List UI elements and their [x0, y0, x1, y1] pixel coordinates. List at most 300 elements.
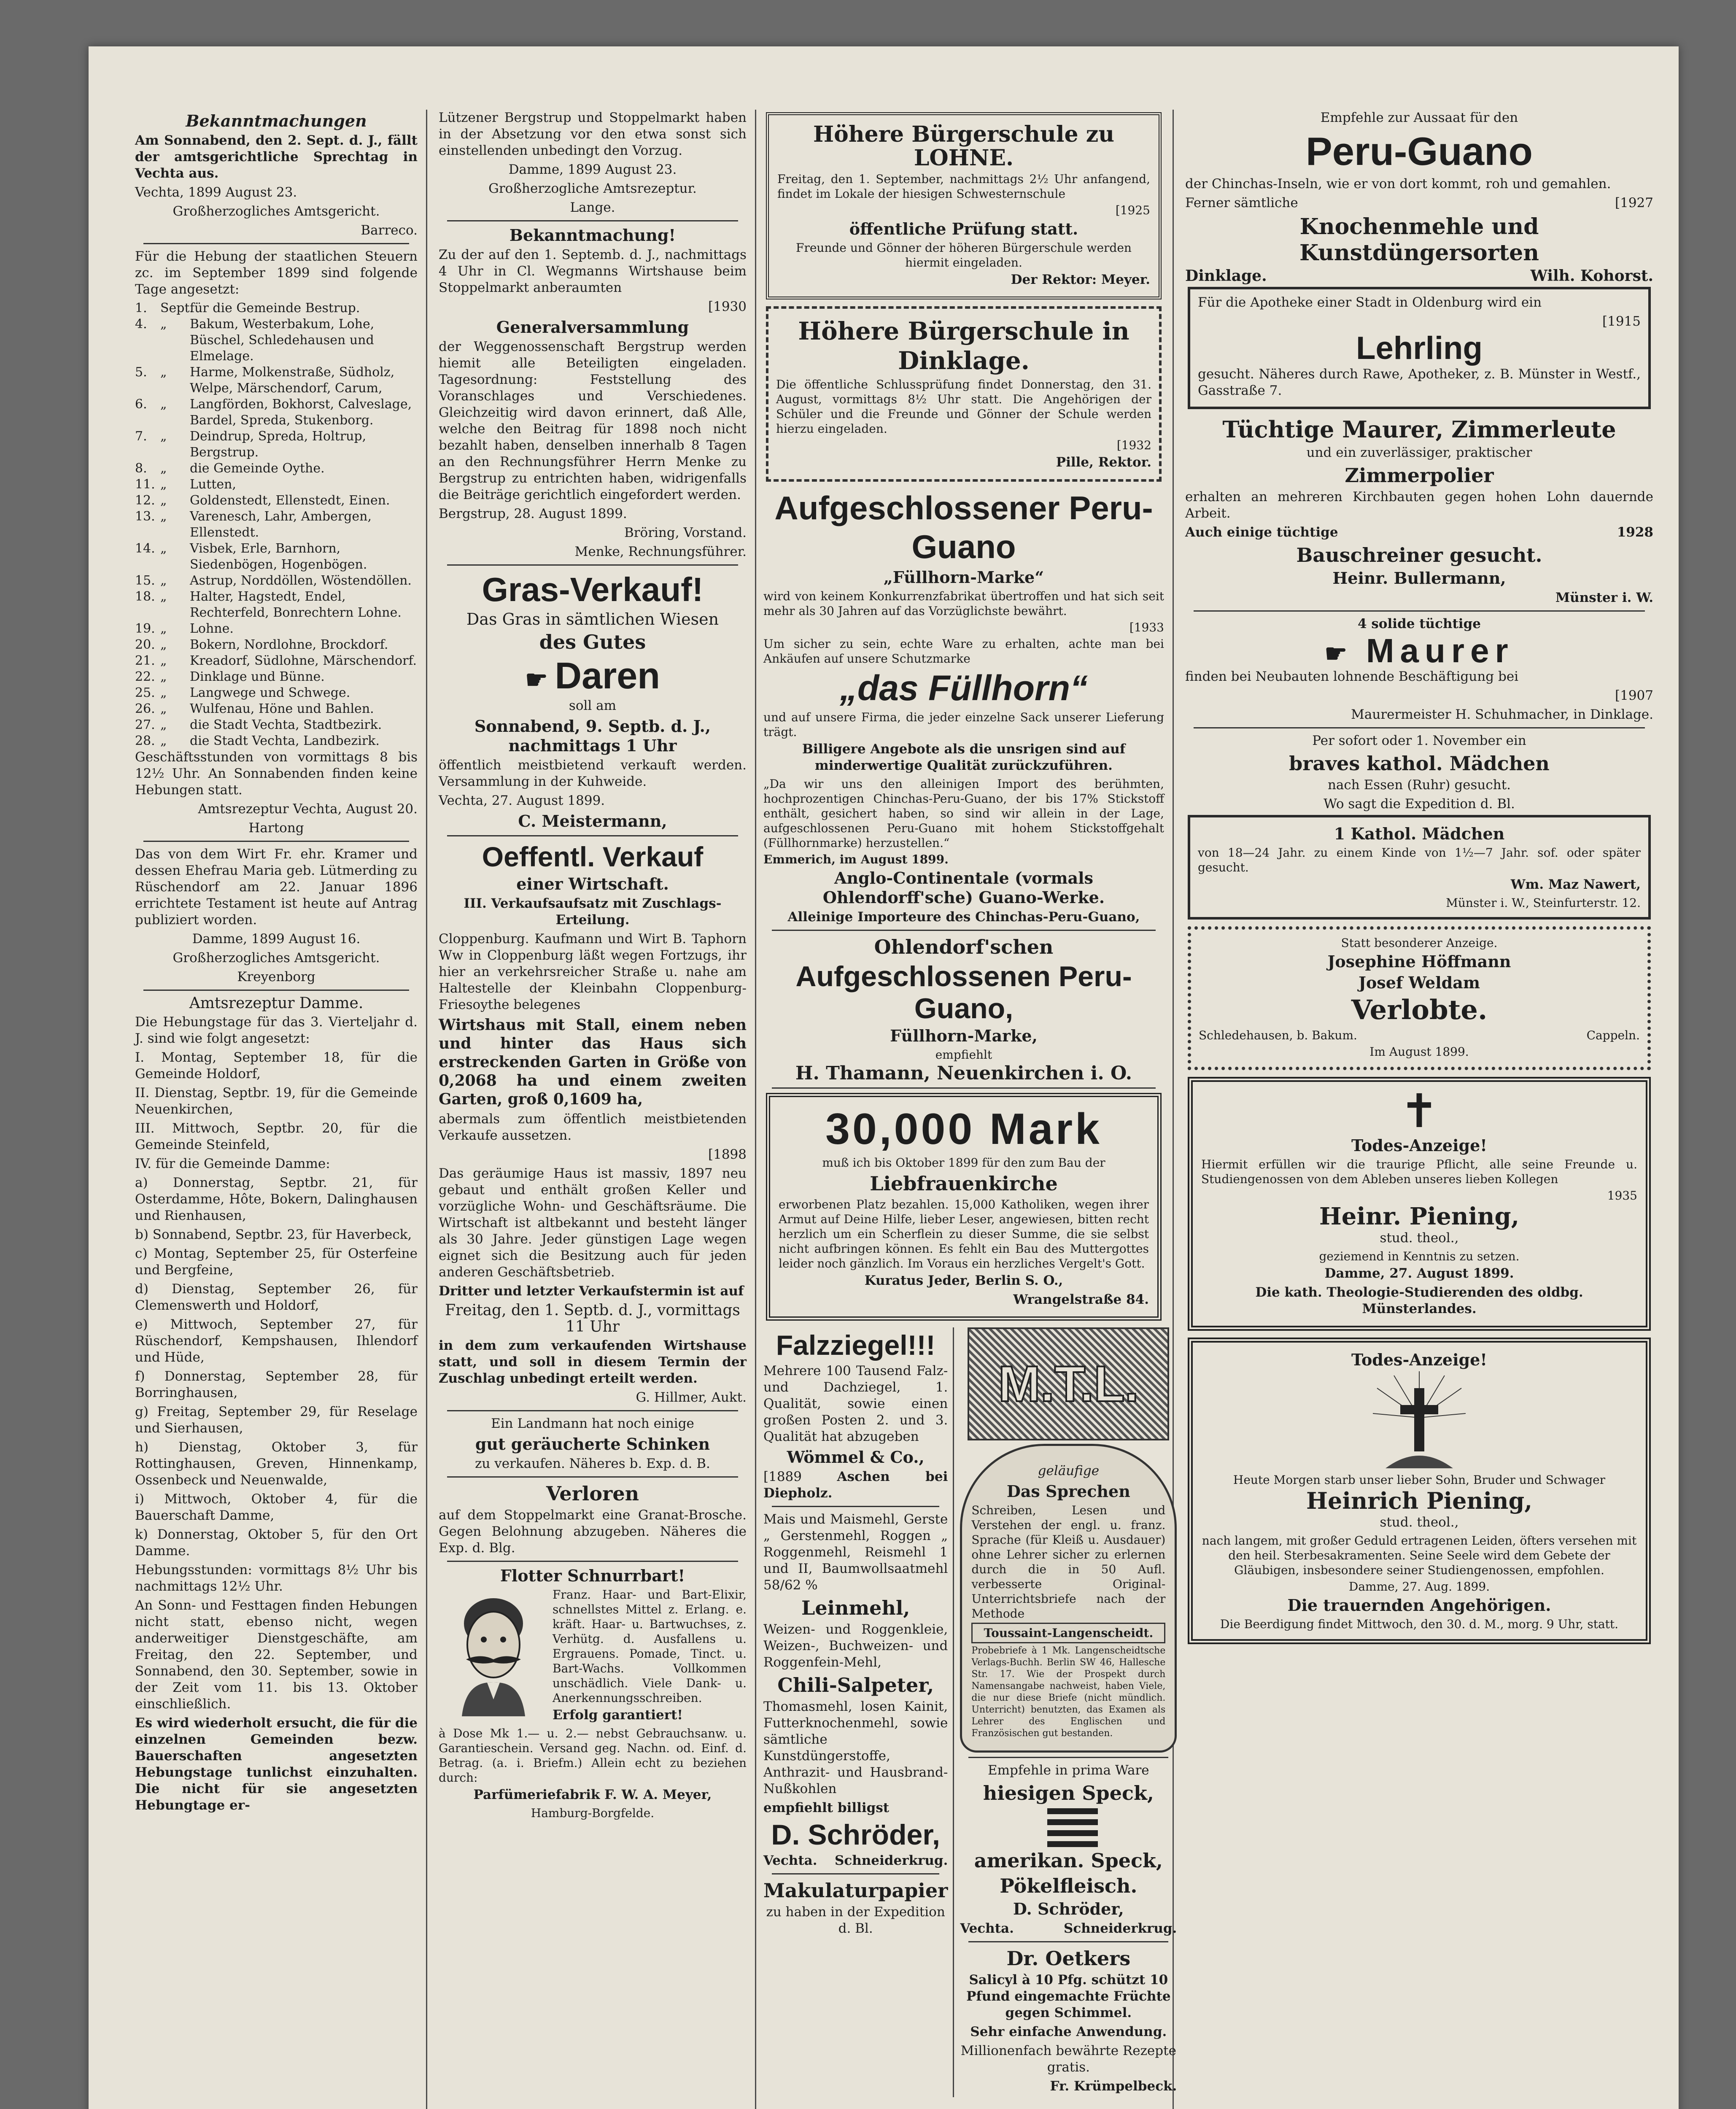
dinklage-ad — [766, 306, 1162, 482]
damme-hours: Hebungsstunden: vormittags 8½ Uhr bis nachmittags 12½ Uhr. — [135, 1562, 418, 1594]
tod-text: Heute Morgen starb unser lieber Sohn, Bruder und Schwager — [1233, 1473, 1606, 1487]
verl-name: Josephine Höffmann — [1327, 952, 1511, 971]
bauschreiner-signature: Heinr. Bullermann, — [1332, 569, 1506, 588]
hebung-place: Kreadorf, Südlohne, Märschendorf. — [190, 653, 417, 668]
tod-sub: stud. theol., — [1380, 1230, 1459, 1246]
lohne-ad — [766, 112, 1162, 299]
divider — [143, 990, 409, 991]
divider — [772, 1873, 939, 1874]
gras-signature: C. Meistermann, — [518, 812, 667, 831]
guano-firm: Anglo-Continentale (vormals Ohlendorff'sche) Guano-Werke. — [822, 868, 1105, 907]
hebung-row — [135, 621, 418, 637]
chili-title: Chili-Salpeter, — [777, 1674, 934, 1696]
makulatur-text: zu haben in der Expedition d. Bl. — [766, 1904, 945, 1936]
speck-signature: D. Schröder, — [1013, 1899, 1124, 1918]
hebung-month: „ — [160, 317, 167, 332]
hebung-month: „ — [160, 621, 167, 636]
divider — [772, 1506, 939, 1507]
mkath-signature: Wm. Maz Nawert, — [1510, 877, 1641, 892]
hebung-place: Goldenstedt, Ellenstedt, Einen. — [190, 493, 390, 508]
notice-text: Lützener Bergstrup und Stoppelmarkt haben in der Absetzung vor den etwa sonst sich einstellenden unbedingt den Vorzug. — [439, 110, 747, 158]
oeff-signature: G. Hillmer, Aukt. — [636, 1390, 747, 1405]
mark-church: Liebfrauenkirche — [870, 1172, 1058, 1195]
dinklage-place: Dinklage. — [1185, 267, 1267, 285]
guano-text: Um sicher zu sein, echte Ware zu erhalten, achte man bei Ankäufen auf unsere Schutzmarke — [763, 637, 1164, 666]
column-rule — [755, 110, 756, 2109]
flotter-text: Franz. Haar- und Bart-Elixir, schnellstes Mittel z. Erlang. e. kräft. Haar- u. Bartwuchses, z. Verhütg. d. Ausfallens u. Ergrauens. Pomade, Tinct. u. Bart-Wachs. Vollkommen unschädlich. Viele Dank- u. Anerkennungsschreiben. — [553, 1588, 747, 1705]
dinklage-signature: Wilh. Kohorst. — [1530, 267, 1653, 285]
apotheke-text: Für die Apotheke einer Stadt in Oldenburg wird ein — [1198, 295, 1542, 310]
bek-text: Zu der auf den 1. Septemb. d. J., nachmittags 4 Uhr in Cl. Wegmanns Wirtshause beim Stoppelmarkt anberaumten — [439, 247, 747, 295]
ohl-title: Ohlendorf'schen — [874, 936, 1054, 958]
column-3 — [763, 110, 1177, 2109]
maurer-text: Auch einige tüchtige — [1185, 525, 1338, 540]
oeff-bold: Dritter und letzter Verkaufstermin ist auf — [439, 1284, 744, 1299]
hebung-day: 8. — [135, 461, 147, 476]
gv-heading: Generalversammlung — [496, 318, 689, 337]
oeff-date: Freitag, den 1. Septb. d. J., vormittags 11 Uhr — [445, 1302, 740, 1335]
hebung-day: 28. — [135, 734, 155, 748]
hebung-month: „ — [160, 637, 167, 652]
column-rule — [426, 110, 427, 2109]
hebung-row — [135, 589, 418, 621]
tod-text: geziemend in Kenntnis zu setzen. — [1319, 1249, 1520, 1263]
flotter-bold: Erfolg garantiert! — [553, 1707, 683, 1723]
hebung-place: Varenesch, Lahr, Ambergen, Ellenstedt. — [190, 509, 372, 540]
ad-number: [1925 — [1115, 203, 1150, 217]
maedchen-intro: Per sofort oder 1. November ein — [1312, 733, 1526, 748]
peru-text: der Chinchas-Inseln, wie er von dort kommt, roh und gemahlen. — [1185, 176, 1611, 191]
oeff-sub: einer Wirtschaft. — [516, 874, 669, 893]
gv-signature: Bröring, Vorstand. — [624, 525, 747, 540]
ad-number: [1927 — [1615, 195, 1653, 210]
oetker-text: Millionenfach bewährte Rezepte gratis. — [960, 2043, 1176, 2075]
hebung-row — [135, 637, 418, 653]
tod-title: Todes-Anzeige! — [1351, 1350, 1487, 1369]
column-4 — [1185, 110, 1653, 2109]
tod-text: Hiermit erfüllen wir die traurige Pflicht, alle seine Freunde u. Studiengenossen von dem Ableben unseres lieben Kollegen — [1201, 1157, 1637, 1186]
dinklage-signature: Pille, Rektor. — [1056, 455, 1151, 470]
bauschreiner-title: Bauschreiner gesucht. — [1296, 544, 1542, 566]
lein-title: Leinmehl, — [801, 1597, 910, 1619]
verloren-text: auf dem Stoppelmarkt eine Granat-Brosche. Gegen Belohnung abzugeben. Näheres die Exp. d. Blg. — [439, 1508, 747, 1556]
speck-place: Vechta. — [960, 1921, 1014, 1936]
schroeder-name: D. Schröder, — [771, 1819, 940, 1851]
oeff-sub2: III. Verkaufsaufsatz mit Zuschlags-Erteilung. — [464, 896, 722, 928]
hebung-place: Deindrup, Spreda, Holtrup, Bergstrup. — [190, 429, 367, 460]
gras-soll: soll am — [569, 698, 617, 713]
flotter-heading: Flotter Schnurrbart! — [500, 1566, 685, 1585]
cross-sunburst-icon — [1369, 1371, 1470, 1473]
ad-number: 1928 — [1617, 525, 1653, 540]
hebung-day: 14. — [135, 541, 155, 556]
hebung-place: Visbek, Erle, Barnhorn, Siedenbögen, Hogenbögen. — [190, 541, 367, 572]
knochen-title: Knochenmehle und Kunstdüngersorten — [1299, 214, 1539, 266]
flotter-text: à Dose Mk 1.— u. 2.— nebst Gebrauchsanw. u. Garantieschein. Versand geg. Nachn. od. Einf. d. Betrag. (a. i. Briefm.) Allein echt zu beziehen durch: — [439, 1726, 747, 1785]
notice-signature: Großherzogliche Amtsrezeptur. — [488, 181, 697, 196]
divider — [447, 564, 738, 566]
maurer2-title — [1185, 632, 1653, 669]
speck-label: hiesigen Speck, — [983, 1782, 1154, 1804]
gv-date: Bergstrup, 28. August 1899. — [439, 506, 627, 521]
todesanzeige-2 — [1188, 1338, 1651, 1644]
divider — [968, 1941, 1168, 1942]
hebung-place: die Gemeinde Oythe. — [190, 461, 325, 476]
falz-firm: Wömmel & Co., — [787, 1448, 925, 1467]
lower-ads — [763, 1327, 1177, 2097]
newspaper-page — [89, 46, 1679, 2109]
stripes-decoration — [1047, 1805, 1098, 1847]
oetker-bold: Sehr einfache Anwendung. — [970, 2024, 1167, 2039]
todesanzeige-1 — [1188, 1077, 1651, 1331]
ohl-signature: H. Thamann, Neuenkirchen i. O. — [795, 1063, 1132, 1084]
mtl-ad — [960, 1444, 1177, 1753]
hebung-month: „ — [160, 477, 167, 492]
damme-row: II. Dienstag, Septbr. 19, für die Gemeinde Neuenkirchen, — [135, 1085, 418, 1117]
mark-address: Wrangelstraße 84. — [1013, 1292, 1149, 1307]
divider — [447, 1561, 738, 1562]
divider — [1194, 610, 1645, 612]
hebung-row — [135, 300, 418, 316]
schroeder-place: Vechta. — [763, 1853, 817, 1868]
gv-signature: Menke, Rechnungsführer. — [574, 544, 747, 559]
hebung-row — [135, 364, 418, 396]
maurer-text: und ein zuverlässiger, praktischer — [1306, 445, 1532, 460]
maurer-title: Tüchtige Maurer, Zimmerleute — [1222, 416, 1616, 443]
hebung-hours: Geschäftsstunden von vormittags 8 bis 12½ Uhr. An Sonnabenden finden keine Hebungen statt. — [135, 750, 418, 798]
flotter-signature: Parfümeriefabrik F. W. A. Meyer, — [473, 1787, 712, 1802]
lohne-text: Freitag, den 1. September, nachmittags 2½ Uhr anfangend, findet im Lokale der hiesigen Schwesternschule — [777, 172, 1150, 201]
damme-row: III. Mittwoch, Septbr. 20, für die Gemeinde Steinfeld, — [135, 1121, 418, 1152]
cross-icon: ✝ — [1399, 1084, 1439, 1138]
guano-firm2: Alleinige Importeure des Chinchas-Peru-Guano, — [787, 909, 1140, 925]
guano-text: und auf unsere Firma, die jeder einzelne Sack unserer Lieferung trägt. — [763, 710, 1164, 739]
gras-text: Das Gras in sämtlichen Wiesen — [466, 610, 719, 628]
damme-row: b) Sonnabend, Septbr. 23, für Haverbeck, — [135, 1227, 412, 1242]
divider — [1194, 727, 1645, 728]
hebung-day: 19. — [135, 621, 155, 636]
hebung-row — [135, 429, 418, 461]
notice-signature: Lange. — [570, 200, 615, 215]
testament-date: Damme, 1899 August 16. — [192, 931, 361, 947]
maedchen-text: nach Essen (Ruhr) gesucht. — [1327, 777, 1511, 793]
tod-text: Die Beerdigung findet Mittwoch, den 30. d. M., morg. 9 Uhr, statt. — [1220, 1617, 1619, 1631]
hebung-row — [135, 701, 418, 717]
maurer-line — [1185, 524, 1653, 541]
verl-name: Josef Weldam — [1358, 973, 1480, 992]
hebung-place: die Stadt Vechta, Landbezirk. — [190, 734, 380, 748]
maedchen-title: braves kathol. Mädchen — [1289, 752, 1550, 775]
tod-signature: Die kath. Theologie-Studierenden des oldbg. Münsterlandes. — [1255, 1285, 1583, 1316]
oetker-text: Salicyl à 10 Pfg. schützt 10 Pfund eingemachte Früchte gegen Schimmel. — [966, 1972, 1171, 2020]
verl-title: Verlobte. — [1351, 994, 1488, 1026]
ad-number: [1933 — [1129, 620, 1164, 634]
damme-row: h) Dienstag, Oktober 3, für Rottinghausen, Greven, Hinnenkamp, Ossenbeck und Neuenwalde, — [135, 1440, 418, 1488]
hebung-row — [135, 461, 418, 477]
oeff-text: Cloppenburg. Kaufmann und Wirt B. Taphorn Ww in Cloppenburg läßt wegen Fortzugs, ihr hier an verkehrsreicher Straße u. nahe am Haltestelle der Kleinbahn Cloppenburg-Friesoythe belegenes — [439, 931, 747, 1012]
tod-name: Heinrich Piening, — [1306, 1487, 1533, 1514]
ad-number: [1907 — [1615, 688, 1653, 703]
hebung-row — [135, 717, 418, 733]
ohl-title2: Aufgeschlossenen Peru-Guano, — [795, 960, 1132, 1025]
gras-date: Sonnabend, 9. Septb. d. J., nachmittags 1 Uhr — [474, 717, 711, 755]
hebung-day: 13. — [135, 509, 155, 524]
hebung-month: „ — [160, 541, 167, 556]
hebung-place: Bokern, Nordlohne, Brockdorf. — [190, 637, 388, 652]
hebung-day: 22. — [135, 669, 155, 684]
damme-row: i) Mittwoch, Oktober 4, für die Bauerschaft Damme, — [135, 1491, 418, 1523]
divider — [447, 835, 738, 836]
maurer-text: erhalten an mehreren Kirchbauten gegen hohen Lohn dauernde Arbeit. — [1185, 489, 1653, 521]
speck-line — [960, 1920, 1177, 1937]
ad-number: 1935 — [1607, 1189, 1637, 1203]
hebung-place: Wulfenau, Höne und Bahlen. — [190, 701, 374, 716]
hebung-row — [135, 573, 418, 589]
divider — [772, 930, 1156, 931]
hebung-place: Bakum, Westerbakum, Lohe, Büschel, Schledehausen und Elmelage. — [190, 317, 375, 364]
hebung-month: „ — [160, 573, 167, 588]
hebung-day: 1. — [135, 301, 147, 316]
ad-number: [1898 — [708, 1147, 747, 1162]
mtl-text: Schreiben, Lesen und Verstehen der engl. u. franz. Sprache (für Kleiß u. Ausdauer) ohne Lehrer sicher zu erlernen durch die in 50 Aufl. verbesserte Original-Unterrichtsbriefe nach der Methode — [971, 1503, 1166, 1621]
polier-title: Zimmerpolier — [1345, 464, 1494, 487]
divider — [143, 243, 409, 244]
kirche-ad — [766, 1093, 1162, 1321]
ohl-sub: Füllhorn-Marke, — [890, 1026, 1038, 1045]
hebung-month: „ — [160, 701, 167, 716]
notice-signature: Großherzogliches Amtsgericht. — [173, 204, 380, 219]
notice-date: Damme, 1899 August 23. — [508, 162, 677, 177]
hebung-row — [135, 733, 418, 749]
damme-row: g) Freitag, September 29, für Reselage und Sierhausen, — [135, 1404, 418, 1436]
hebung-month: „ — [160, 493, 167, 508]
dinklage-title: Höhere Bürgerschule in Dinklage. — [798, 317, 1129, 375]
mark-title: 30,000 Mark — [825, 1105, 1102, 1154]
oeff-bold: Wirtshaus mit Stall, einem neben und hinter das Haus sich erstreckenden Garten in Größe von 0,2068 ha und einem zweiten Garten, groß 0,1609 ha, — [439, 1016, 747, 1108]
verlobung-ad — [1188, 926, 1651, 1070]
divider — [968, 1757, 1168, 1758]
verl-date: Im August 1899. — [1369, 1045, 1469, 1059]
damme-heading: Amtsrezeptur Damme. — [189, 995, 364, 1012]
hebung-list — [135, 300, 418, 749]
hebung-day: 4. — [135, 317, 147, 332]
bek-heading: Bekanntmachung! — [509, 226, 676, 245]
hebung-place: Lohne. — [190, 621, 234, 636]
tod-sub: stud. theol., — [1380, 1515, 1459, 1530]
maurer2-signature: Maurermeister H. Schuhmacher, in Dinklage. — [1351, 707, 1653, 722]
testament-signature: Großherzogliches Amtsgericht. — [173, 950, 380, 966]
tod-title: Todes-Anzeige! — [1351, 1136, 1487, 1155]
makulatur-title: Makulaturpapier — [763, 1879, 948, 1902]
column-1 — [135, 110, 418, 2109]
pointing-hand-icon: ☛ — [525, 666, 555, 694]
gras-place: Vechta, 27. August 1899. — [439, 793, 605, 808]
falz-num-place — [763, 1469, 948, 1502]
hebung-place: Langförden, Bokhorst, Calveslage, Bardel, Spreda, Stukenborg. — [190, 397, 412, 428]
hebung-day: 6. — [135, 397, 147, 412]
gras-daren-label: Daren — [555, 655, 660, 696]
hebung-month: „ — [160, 685, 167, 700]
notice-date: Vechta, 1899 August 23. — [135, 185, 297, 200]
peru-text: Ferner sämtliche — [1185, 195, 1298, 210]
lehrling-text: gesucht. Näheres durch Rawe, Apotheker, z. B. Münster in Westf., Gasstraße 7. — [1198, 367, 1641, 398]
schinken-text: zu verkaufen. Näheres b. Exp. d. B. — [475, 1456, 710, 1471]
hebung-place: Lutten, — [190, 477, 236, 492]
peru-line — [1185, 195, 1653, 211]
mkath-text: von 18—24 Jahr. zu einem Kinde von 1½—7 Jahr. sof. oder später gesucht. — [1198, 846, 1641, 874]
hebung-signature: Amtsrezeptur Vechta, August 20. — [198, 801, 418, 817]
oeff-text: abermals zum öffentlich meistbietenden Verkaufe aussetzen. — [439, 1111, 747, 1143]
hebung-place: die Stadt Vechta, Stadtbezirk. — [190, 717, 382, 732]
ad-number: [1932 — [1116, 438, 1151, 452]
lohne-signature: Der Rektor: Meyer. — [1011, 272, 1150, 287]
divider — [447, 1410, 738, 1411]
tod-date: Damme, 27. Aug. 1899. — [1348, 1580, 1490, 1594]
lohne-bold: öffentliche Prüfung statt. — [849, 219, 1078, 238]
verl-place: Schledehausen, b. Bakum. — [1199, 1028, 1357, 1042]
hebung-month: „ — [160, 734, 167, 748]
damme-row: IV. für die Gemeinde Damme: — [135, 1156, 330, 1171]
hebung-day: 15. — [135, 573, 155, 588]
divider — [447, 220, 738, 221]
hebung-day: 26. — [135, 701, 155, 716]
divider — [772, 1087, 1156, 1089]
damme-row: e) Mittwoch, September 27, für Rüschendorf, Kempshausen, Ihlendorf und Hüde, — [135, 1317, 418, 1365]
maurer2-label: Maurer — [1366, 632, 1514, 669]
hebung-month: „ — [160, 653, 167, 668]
right-ads — [954, 1327, 1177, 2097]
thomas-emp: empfiehlt billigst — [763, 1800, 890, 1815]
hebung-month: „ — [160, 669, 167, 684]
lein-text: Weizen- und Roggenkleie, Weizen-, Buchweizen- und Roggenfein-Mehl, — [763, 1622, 948, 1670]
lehrling-ad — [1188, 287, 1651, 409]
schroeder-trade: Schneiderkrug. — [834, 1853, 948, 1868]
tod-signature: Die trauernden Angehörigen. — [1287, 1596, 1551, 1615]
hebung-month: „ — [160, 397, 167, 412]
gras-heading: Gras-Verkauf! — [482, 571, 704, 608]
gras-daren — [439, 655, 747, 696]
damme-row: I. Montag, September 18, für die Gemeinde Holdorf, — [135, 1050, 418, 1081]
falz-title: Falzziegel!!! — [776, 1330, 935, 1361]
speck-item: amerikan. Speck, — [974, 1849, 1163, 1872]
guano-title: Aufgeschlossener Peru-Guano — [774, 489, 1153, 565]
hebung-place: Dinklage und Bünne. — [190, 669, 325, 684]
ad-number: [1930 — [708, 299, 747, 314]
thomas-text: Thomasmehl, losen Kainit, Futterknochenmehl, sowie sämtliche Kunstdüngerstoffe, Anthrazit- und Hausbrand-Nußkohlen — [763, 1699, 948, 1796]
peru-title: Peru-Guano — [1306, 129, 1533, 173]
ad-number: [1915 — [1602, 314, 1641, 329]
guano-bold: Billigere Angebote als die unsrigen sind auf minderwertige Qualität zurückzuführen. — [802, 742, 1126, 773]
hebung-day: 25. — [135, 685, 155, 700]
flotter-place: Hamburg-Borgfelde. — [531, 1806, 655, 1820]
lohne-text: Freunde und Gönner der höheren Bürgerschule werden hiermit eingeladen. — [796, 241, 1132, 270]
hebung-day: 18. — [135, 589, 155, 604]
hebung-place: Harme, Molkenstraße, Südholz, Welpe, Märschendorf, Carum, — [190, 365, 395, 396]
divider — [447, 1476, 738, 1478]
tod-text: nach langem, mit großer Geduld ertragenen Leiden, öfters versehen mit den heil. Sterbesakramenten. Seine Seele wird dem Gebete der Gläubigen, insbesondere seiner Studiengenossen, empfohlen. — [1202, 1534, 1637, 1577]
hebung-row — [135, 685, 418, 701]
hebung-row — [135, 477, 418, 493]
hebung-day: 7. — [135, 429, 147, 444]
hebung-month: „ — [160, 509, 167, 524]
hebung-place: für die Gemeinde Bestrup. — [190, 301, 360, 316]
damme-row: f) Donnerstag, September 28, für Borringhausen, — [135, 1369, 418, 1400]
mark-text: muß ich bis Oktober 1899 für den zum Bau der — [822, 1156, 1105, 1170]
hebung-month: „ — [160, 429, 167, 444]
hebung-month: „ — [160, 461, 167, 476]
flotter-ad — [439, 1587, 747, 1726]
mark-signature: Kuratus Jeder, Berlin S. O., — [864, 1273, 1063, 1288]
left-ads — [763, 1327, 954, 2097]
falz-place: Aschen bei Diepholz. — [763, 1469, 948, 1501]
notice-text: Am Sonnabend, den 2. Sept. d. J., fällt der amtsgerichtliche Sprechtag in Vechta aus. — [135, 133, 418, 181]
mkath-title: 1 Kathol. Mädchen — [1334, 824, 1505, 843]
hebung-row — [135, 653, 418, 669]
speck-trade: Schneiderkrug. — [1063, 1921, 1177, 1936]
ohl-emp: empfiehlt — [935, 1048, 992, 1062]
hebung-day: 20. — [135, 637, 155, 652]
mark-text: erworbenen Platz bezahlen. 15,000 Katholiken, wegen ihrer Armut auf Deine Hilfe, lieber Leser, angewiesen, bitten recht herzlich um ein Scherflein zu dieser Summe, die sie selbst nicht aufbringen können. Es fehlt ein Bau des Muttergottes leider noch gänzlich. Im Voraus ein herzliches Vergelt's Gott. — [779, 1197, 1149, 1270]
damme-row: a) Donnerstag, Septbr. 21, für Osterdamme, Hôte, Bokern, Dalinghausen und Rienhausen, — [135, 1175, 418, 1223]
verloren-heading: Verloren — [546, 1482, 639, 1505]
notice-signature: Barreco. — [361, 223, 418, 238]
hebung-month: „ — [160, 365, 167, 380]
verl-top: Statt besonderer Anzeige. — [1341, 936, 1498, 950]
mkath-place: Münster i. W., Steinfurterstr. 12. — [1446, 896, 1641, 910]
verl-place: Cappeln. — [1586, 1028, 1640, 1042]
mtl-sub: geläufige — [1038, 1463, 1100, 1478]
speck-item: Pökelfleisch. — [1000, 1874, 1138, 1897]
damme-row: k) Donnerstag, Oktober 5, für den Ort Damme. — [135, 1527, 418, 1559]
hebung-signature: Hartong — [248, 820, 304, 836]
damme-row: d) Dienstag, September 26, für Clemenswerth und Holdorf, — [135, 1281, 418, 1313]
oetker-title: Dr. Oetkers — [1006, 1947, 1131, 1970]
dinklage-text: Die öffentliche Schlussprüfung findet Donnerstag, den 31. August, vormittags 8½ Uhr statt. Die Angehörigen der Schüler und die Freunde und Gönner der Schule werden hierzu eingeladen. — [776, 378, 1151, 436]
damme-row: c) Montag, September 25, für Osterfeine und Bergfeine, — [135, 1246, 418, 1278]
hebung-day: 11. — [135, 477, 155, 492]
oetker-signature: Fr. Krümpelbeck. — [1050, 2079, 1177, 2094]
hebung-place: Astrup, Norddöllen, Wöstendöllen. — [190, 573, 412, 588]
oeff-heading: Oeffentl. Verkauf — [482, 841, 704, 872]
guano-text: „Da wir uns den alleinigen Import des berühmten, hochprozentigen Chinchas-Peru-Guano, der bis 17% Stickstoff enthält, gesichert haben, so sind wir allein in der Lage, aufgeschlossenen Peru-Guano mit hohem Stickstoffgehalt (Füllhornmarke) herzustellen.“ — [763, 777, 1164, 850]
lehrling-title: Lehrling — [1356, 330, 1483, 366]
maurer2-text: finden bei Neubauten lohnende Beschäftigung bei — [1185, 669, 1519, 684]
column-2 — [439, 110, 747, 2109]
oeff-text: Das geräumige Haus ist massiv, 1897 neu gebaut und enthält großen Keller und vorzügliche Wohn- und Geschäftsräume. Die Wirtschaft ist altbekannt und besteht länger als 30 Jahre. Jeder günstigen Lage wegen eignet sich die Besitzung auch für jeden anderen Geschäftsbetrieb. — [439, 1166, 747, 1280]
schinken-text: Ein Landmann hat noch einige — [491, 1416, 694, 1431]
hebung-place: Langwege und Schwege. — [190, 685, 350, 700]
gv-text: der Weggenossenschaft Bergstrup werden hiemit alle Beteiligten eingeladen. Tagesordnung: Feststellung des Voranschlages und Verschiedenes. Gleichzeitig wird davon erinnert, daß Alle, welche den Beitrag für 1898 noch nicht bezahlt haben, denselben innerhalb 8 Tagen an den Rechnungsführer Herrn Menke zu Bergstrup zu entrichten haben, widrigenfalls die Beiträge gerichtlich eingefordert werden. — [439, 339, 747, 502]
damme-note: An Sonn- und Festtagen finden Hebungen nicht statt, ebenso nicht, wegen anderweitiger Dienstgeschäfte, am Freitag, den 22. September, und Sonnabend, den 30. September, sowie in der Zeit vom 11. bis 13. Oktober einschließlich. — [135, 1598, 418, 1712]
testament-text: Das von dem Wirt Fr. ehr. Kramer und dessen Ehefrau Maria geb. Lütmerding zu Rüschendorf am 22. Januar 1896 errichtete Testament ist heute auf Antrag publiziert worden. — [135, 847, 418, 928]
schroeder-line — [763, 1853, 948, 1869]
mtl-logo-text: M.T.L. — [998, 1356, 1139, 1412]
mtl-title: Das Sprechen — [1006, 1482, 1130, 1501]
empf-text: Empfehle zur Aussaat für den — [1320, 110, 1518, 125]
pointing-hand-icon: ☛ — [1324, 639, 1366, 668]
mkath-ad — [1188, 815, 1651, 920]
hebung-day: 21. — [135, 653, 155, 668]
damme-list — [135, 1049, 418, 1559]
lohne-title: Höhere Bürgerschule zu LOHNE. — [813, 121, 1115, 171]
tod-name: Heinr. Piening, — [1319, 1203, 1520, 1230]
mtl-text: Probebriefe à 1 Mk. Langenscheidtsche Verlags-Buchh. Berlin SW 46, Hallesche Str. 17. Wie der Prospekt durch Namensangabe nachweist, haben Viele, die nur diese Briefe (nicht mündlich. Unterricht) benutzten, das Examen als Lehrer des Englischen und Französischen gut bestanden. — [971, 1645, 1166, 1739]
verl-places — [1199, 1028, 1640, 1043]
schinken-bold: gut geräucherte Schinken — [475, 1435, 710, 1454]
guano-sub: „Füllhorn-Marke“ — [883, 568, 1044, 587]
hebung-place: Halter, Hagstedt, Endel, Rechterfeld, Bonrechtern Lohne. — [190, 589, 402, 620]
gras-text: öffentlich meistbietend verkauft werden. Versammlung in der Kuhweide. — [439, 758, 747, 789]
